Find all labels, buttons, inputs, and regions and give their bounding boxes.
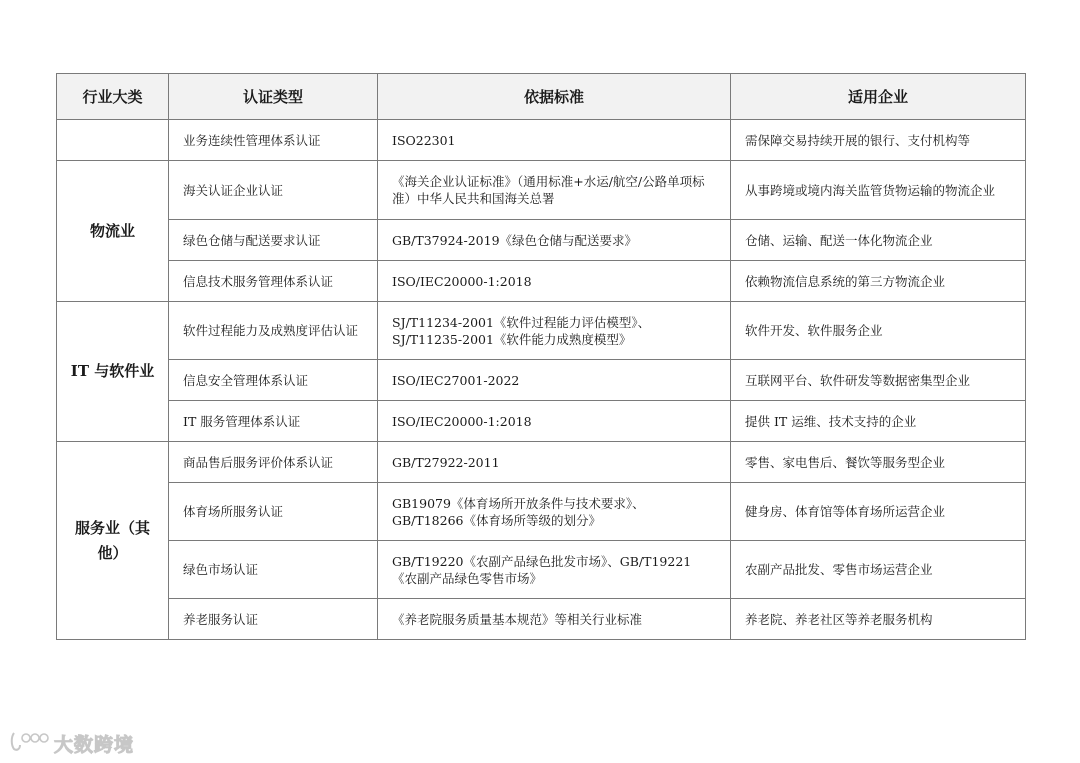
table-row — [57, 541, 1026, 599]
applicable-cell: 依赖物流信息系统的第三方物流企业 — [731, 261, 1026, 302]
standard-cell: GB/T37924-2019《绿色仓储与配送要求》 — [378, 220, 731, 261]
standard-cell: SJ/T11234-2001《软件过程能力评估模型》、SJ/T11235-2001《软件能力成熟度模型》 — [378, 302, 731, 360]
standard-cell: GB/T27922-2011 — [378, 442, 731, 483]
applicable-cell: 提供 IT 运维、技术支持的企业 — [731, 401, 1026, 442]
cert-type-cell: 信息技术服务管理体系认证 — [169, 261, 378, 302]
table-row — [57, 261, 1026, 302]
cert-type-cell: 绿色仓储与配送要求认证 — [169, 220, 378, 261]
table-header — [57, 74, 1026, 120]
header-industry: 行业大类 — [57, 74, 169, 120]
watermark-text: 大数跨境 — [54, 733, 135, 756]
cert-type-cell: 软件过程能力及成熟度评估认证 — [169, 302, 378, 360]
cert-type-cell: 养老服务认证 — [169, 599, 378, 640]
applicable-cell: 需保障交易持续开展的银行、支付机构等 — [731, 120, 1026, 161]
cert-type-cell: IT 服务管理体系认证 — [169, 401, 378, 442]
table-row — [57, 599, 1026, 640]
cert-type-cell: 绿色市场认证 — [169, 541, 378, 599]
table-row — [57, 442, 1026, 483]
standard-cell: 《海关企业认证标准》（通用标准+水运/航空/公路单项标准）中华人民共和国海关总署 — [378, 161, 731, 220]
applicable-cell: 零售、家电售后、餐饮等服务型企业 — [731, 442, 1026, 483]
watermark — [10, 730, 134, 756]
table-row — [57, 120, 1026, 161]
table-row — [57, 161, 1026, 220]
cert-type-cell: 信息安全管理体系认证 — [169, 360, 378, 401]
industry-cell: IT 与软件业 — [57, 302, 169, 442]
header-standard: 依据标准 — [378, 74, 731, 120]
logo-glyph-icon — [10, 729, 50, 757]
industry-cell: 物流业 — [57, 161, 169, 302]
industry-cell — [57, 120, 169, 161]
standard-cell: 《养老院服务质量基本规范》等相关行业标准 — [378, 599, 731, 640]
header-applicable: 适用企业 — [731, 74, 1026, 120]
cert-type-cell: 业务连续性管理体系认证 — [169, 120, 378, 161]
header-cert-type: 认证类型 — [169, 74, 378, 120]
table-row — [57, 483, 1026, 541]
standard-cell: ISO/IEC20000-1:2018 — [378, 261, 731, 302]
cert-type-cell: 体育场所服务认证 — [169, 483, 378, 541]
standard-cell: ISO/IEC27001-2022 — [378, 360, 731, 401]
standard-cell: ISO22301 — [378, 120, 731, 161]
table-row — [57, 302, 1026, 360]
table-row — [57, 401, 1026, 442]
applicable-cell: 仓储、运输、配送一体化物流企业 — [731, 220, 1026, 261]
applicable-cell: 健身房、体育馆等体育场所运营企业 — [731, 483, 1026, 541]
header-row — [57, 74, 1026, 120]
table-row — [57, 360, 1026, 401]
standard-cell: GB/T19220《农副产品绿色批发市场》、GB/T19221《农副产品绿色零售市场》 — [378, 541, 731, 599]
industry-cell: 服务业（其他） — [57, 442, 169, 640]
applicable-cell: 农副产品批发、零售市场运营企业 — [731, 541, 1026, 599]
applicable-cell: 养老院、养老社区等养老服务机构 — [731, 599, 1026, 640]
applicable-cell: 软件开发、软件服务企业 — [731, 302, 1026, 360]
cert-type-cell: 商品售后服务评价体系认证 — [169, 442, 378, 483]
applicable-cell: 互联网平台、软件研发等数据密集型企业 — [731, 360, 1026, 401]
standard-cell: ISO/IEC20000-1:2018 — [378, 401, 731, 442]
certification-table — [56, 73, 1026, 640]
cert-type-cell: 海关认证企业认证 — [169, 161, 378, 220]
standard-cell: GB19079《体育场所开放条件与技术要求》、GB/T18266《体育场所等级的划分》 — [378, 483, 731, 541]
applicable-cell: 从事跨境或境内海关监管货物运输的物流企业 — [731, 161, 1026, 220]
table-row — [57, 220, 1026, 261]
table-body — [57, 120, 1026, 640]
